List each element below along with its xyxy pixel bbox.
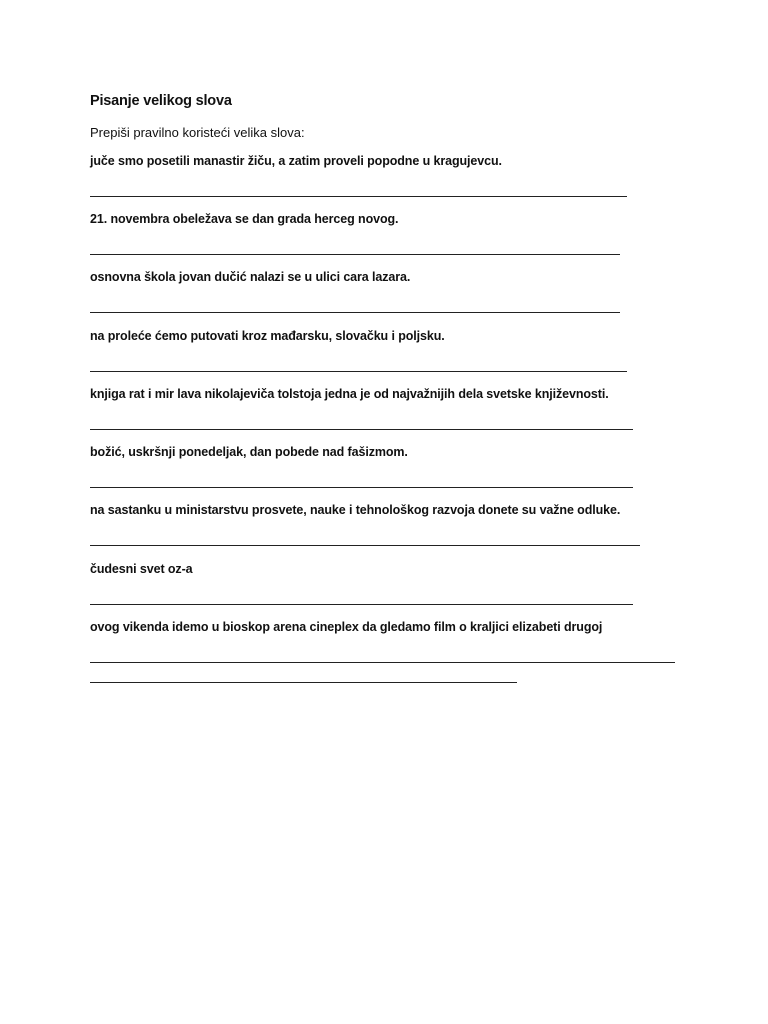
- exercise-sentence-5: knjiga rat i mir lava nikolajeviča tolstoja jedna je od najvažnijih dela svetske književnosti.: [90, 387, 609, 401]
- answer-line-1[interactable]: [90, 196, 627, 197]
- exercise-sentence-9: ovog vikenda idemo u bioskop arena cineplex da gledamo film o kraljici elizabeti drugoj: [90, 620, 603, 634]
- exercise-sentence-7: na sastanku u ministarstvu prosvete, nauke i tehnološkog razvoja donete su važne odluke.: [90, 503, 621, 517]
- exercise-sentence-3: osnovna škola jovan dučić nalazi se u ulici cara lazara.: [90, 270, 411, 284]
- answer-line-6[interactable]: [90, 487, 633, 488]
- answer-line-5[interactable]: [90, 429, 633, 430]
- answer-line-2[interactable]: [90, 254, 620, 255]
- answer-line-9a[interactable]: [90, 662, 675, 663]
- worksheet-title: Pisanje velikog slova: [90, 93, 232, 109]
- exercise-sentence-4: na proleće ćemo putovati kroz mađarsku, slovačku i poljsku.: [90, 329, 445, 343]
- answer-line-4[interactable]: [90, 371, 627, 372]
- exercise-sentence-2: 21. novembra obeležava se dan grada herceg novog.: [90, 212, 399, 226]
- worksheet-instruction: Prepiši pravilno koristeći velika slova:: [90, 125, 305, 140]
- answer-line-3[interactable]: [90, 312, 620, 313]
- answer-line-8[interactable]: [90, 604, 633, 605]
- exercise-sentence-1: juče smo posetili manastir žiču, a zatim proveli popodne u kragujevcu.: [90, 154, 502, 168]
- exercise-sentence-6: božić, uskršnji ponedeljak, dan pobede nad fašizmom.: [90, 445, 408, 459]
- answer-line-7[interactable]: [90, 545, 640, 546]
- exercise-sentence-8: čudesni svet oz-a: [90, 562, 193, 576]
- answer-line-9b[interactable]: [90, 682, 517, 683]
